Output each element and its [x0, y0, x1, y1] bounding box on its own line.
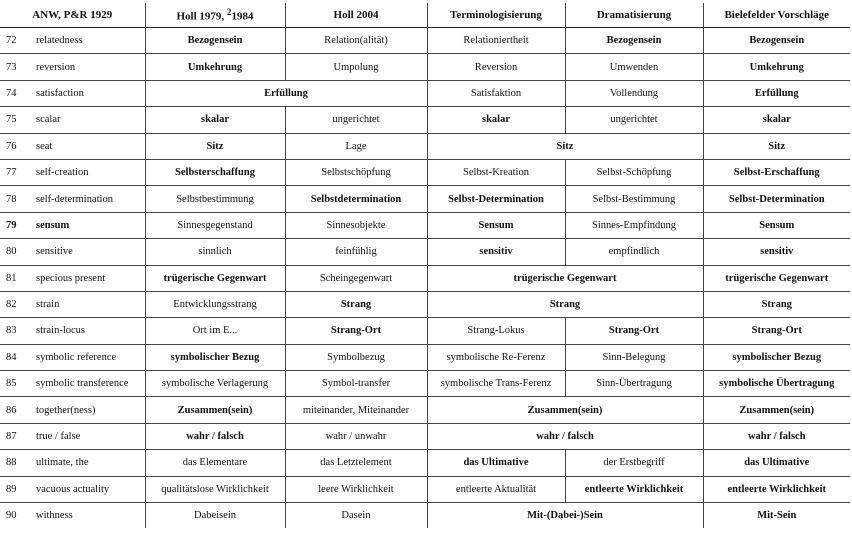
- table-row: [0, 239, 850, 265]
- table-row: [0, 476, 850, 502]
- translation-cell: das Ultimative: [703, 450, 850, 476]
- english-term: sensitive: [36, 246, 73, 258]
- translation-cell: Sinn-Übertragung: [565, 371, 703, 397]
- table-row: [0, 291, 850, 317]
- header-holl-2004: Holl 2004: [285, 3, 427, 28]
- translation-cell: das Elementare: [145, 450, 285, 476]
- translation-cell: skalar: [703, 107, 850, 133]
- translation-cell: Selbst-Erschaffung: [703, 159, 850, 185]
- translation-cell: Umpolung: [285, 54, 427, 80]
- translation-cell: skalar: [145, 107, 285, 133]
- row-number: 82: [6, 299, 17, 311]
- translation-cell: symbolische Verlagerung: [145, 371, 285, 397]
- translation-cell: Selbst-Schöpfung: [565, 159, 703, 185]
- translation-cell: entleerte Aktualität: [427, 476, 565, 502]
- header-row: [0, 3, 850, 28]
- table-row: [0, 397, 850, 423]
- translation-cell: trügerische Gegenwart: [703, 265, 850, 291]
- translation-cell: symbolischer Bezug: [703, 344, 850, 370]
- translation-cell: Entwicklungsstrang: [145, 291, 285, 317]
- translation-cell: Relation(alität): [285, 28, 427, 54]
- translation-cell: Zusammen(sein): [145, 397, 285, 423]
- row-number: 85: [6, 378, 17, 390]
- english-term: strain: [36, 299, 60, 311]
- english-term: scalar: [36, 114, 61, 126]
- header-bielefelder: Bielefelder Vorschläge: [703, 3, 850, 28]
- translation-cell: entleerte Wirklichkeit: [703, 476, 850, 502]
- translation-cell: trügerische Gegenwart: [145, 265, 285, 291]
- translation-cell: Sensum: [427, 212, 565, 238]
- translation-cell: wahr / falsch: [703, 423, 850, 449]
- translation-cell: feinfühlig: [285, 239, 427, 265]
- table-row: [0, 423, 850, 449]
- translation-cell: Strang-Ort: [285, 318, 427, 344]
- table-row: [0, 450, 850, 476]
- translation-cell: Erfüllung: [703, 80, 850, 106]
- table-row: [0, 159, 850, 185]
- translation-cell: der Erstbegriff: [565, 450, 703, 476]
- english-term: seat: [36, 140, 53, 152]
- translation-cell: Sinnes-Empfindung: [565, 212, 703, 238]
- row-number: 86: [6, 404, 17, 416]
- translation-cell: Reversion: [427, 54, 565, 80]
- translation-cell: Strang: [285, 291, 427, 317]
- english-term: symbolic reference: [36, 351, 117, 363]
- translation-cell: Lage: [285, 133, 427, 159]
- translation-cell: Erfüllung: [145, 80, 427, 106]
- table-row: [0, 265, 850, 291]
- translation-cell: Strang-Lokus: [427, 318, 565, 344]
- header-anw: ANW, P&R 1929: [0, 3, 145, 28]
- english-term-cell: [0, 159, 145, 185]
- translation-cell: Bezogensein: [565, 28, 703, 54]
- translation-cell: Bezogensein: [703, 28, 850, 54]
- english-term-cell: [0, 423, 145, 449]
- english-term: vacuous actuality: [36, 483, 110, 495]
- english-term-cell: [0, 212, 145, 238]
- translation-cell: skalar: [427, 107, 565, 133]
- row-number: 72: [6, 35, 17, 47]
- translation-cell: Zusammen(sein): [427, 397, 703, 423]
- translation-cell: Mit-Sein: [703, 503, 850, 529]
- table-row: [0, 212, 850, 238]
- english-term: true / false: [36, 431, 81, 443]
- row-number: 78: [6, 193, 17, 205]
- english-term: satisfaction: [36, 87, 84, 99]
- english-term: withness: [36, 510, 73, 522]
- english-term-cell: [0, 476, 145, 502]
- english-term-cell: [0, 371, 145, 397]
- table-row: [0, 133, 850, 159]
- row-number: 90: [6, 510, 17, 522]
- translation-cell: Umkehrung: [703, 54, 850, 80]
- translation-cell: wahr / falsch: [145, 423, 285, 449]
- translation-cell: symbolischer Bezug: [145, 344, 285, 370]
- translation-cell: Sitz: [703, 133, 850, 159]
- table-row: [0, 318, 850, 344]
- english-term: self-determination: [36, 193, 113, 205]
- translation-cell: Symbol-transfer: [285, 371, 427, 397]
- translation-cell: Selbst-Bestimmung: [565, 186, 703, 212]
- english-term-cell: [0, 503, 145, 529]
- translation-cell: empfindlich: [565, 239, 703, 265]
- translation-cell: Sitz: [145, 133, 285, 159]
- row-number: 88: [6, 457, 17, 469]
- translation-cell: Sensum: [703, 212, 850, 238]
- translation-cell: wahr / unwahr: [285, 423, 427, 449]
- translation-cell: qualitätslose Wirklichkeit: [145, 476, 285, 502]
- translation-cell: symbolische Trans-Ferenz: [427, 371, 565, 397]
- english-term-cell: [0, 291, 145, 317]
- row-number: 73: [6, 61, 17, 73]
- english-term-cell: [0, 265, 145, 291]
- translation-cell: symbolische Re-Ferenz: [427, 344, 565, 370]
- english-term-cell: [0, 450, 145, 476]
- translation-cell: Sinnesgegenstand: [145, 212, 285, 238]
- row-number: 84: [6, 351, 17, 363]
- row-number: 83: [6, 325, 17, 337]
- english-term: strain-locus: [36, 325, 85, 337]
- translation-cell: Bezogensein: [145, 28, 285, 54]
- row-number: 77: [6, 167, 17, 179]
- translation-cell: das Letztelement: [285, 450, 427, 476]
- english-term: relatedness: [36, 35, 83, 47]
- translation-cell: sensitiv: [427, 239, 565, 265]
- translation-cell: Sinn-Belegung: [565, 344, 703, 370]
- translation-cell: Strang: [703, 291, 850, 317]
- translation-cell: Selbstdetermination: [285, 186, 427, 212]
- translation-cell: symbolische Übertragung: [703, 371, 850, 397]
- english-term-cell: [0, 186, 145, 212]
- english-term-cell: [0, 397, 145, 423]
- english-term-cell: [0, 344, 145, 370]
- row-number: 89: [6, 483, 17, 495]
- translation-cell: Symbolbezug: [285, 344, 427, 370]
- english-term-cell: [0, 107, 145, 133]
- translation-cell: Selbstschöpfung: [285, 159, 427, 185]
- translation-cell: Umkehrung: [145, 54, 285, 80]
- row-number: 75: [6, 114, 17, 126]
- table-row: [0, 186, 850, 212]
- row-number: 80: [6, 246, 17, 258]
- english-term: reversion: [36, 61, 76, 73]
- english-term: sensum: [36, 219, 70, 231]
- translation-cell: Strang-Ort: [703, 318, 850, 344]
- table-row: [0, 80, 850, 106]
- translation-cell: Sinnesobjekte: [285, 212, 427, 238]
- translation-cell: Sitz: [427, 133, 703, 159]
- translation-cell: miteinander, Miteinander: [285, 397, 427, 423]
- translation-cell: Selbst-Determination: [703, 186, 850, 212]
- english-term-cell: [0, 239, 145, 265]
- translation-cell: ungerichtet: [285, 107, 427, 133]
- translation-cell: Satisfaktion: [427, 80, 565, 106]
- translation-cell: Vollendung: [565, 80, 703, 106]
- header-terminologisierung: Terminologisierung: [427, 3, 565, 28]
- translation-cell: Relationiertheit: [427, 28, 565, 54]
- translation-cell: Selbst-Determination: [427, 186, 565, 212]
- english-term-cell: [0, 318, 145, 344]
- english-term: symbolic transference: [36, 378, 129, 390]
- row-number: 87: [6, 431, 17, 443]
- translation-cell: leere Wirklichkeit: [285, 476, 427, 502]
- translation-cell: Dabeisein: [145, 503, 285, 529]
- translation-cell: trügerische Gegenwart: [427, 265, 703, 291]
- english-term: self-creation: [36, 167, 89, 179]
- table-row: [0, 54, 850, 80]
- translation-cell: Umwenden: [565, 54, 703, 80]
- table-row: [0, 503, 850, 529]
- english-term-cell: [0, 80, 145, 106]
- table-row: [0, 371, 850, 397]
- table-row: [0, 107, 850, 133]
- translation-cell: Strang: [427, 291, 703, 317]
- table-row: [0, 344, 850, 370]
- row-number: 74: [6, 87, 17, 99]
- english-term-cell: [0, 133, 145, 159]
- translation-cell: Strang-Ort: [565, 318, 703, 344]
- translation-cell: Mit-(Dabei-)Sein: [427, 503, 703, 529]
- row-number: 81: [6, 272, 17, 284]
- header-holl-1979: Holl 1979, $^2$1984: [145, 3, 285, 28]
- translation-cell: Scheingegenwart: [285, 265, 427, 291]
- translation-cell: wahr / falsch: [427, 423, 703, 449]
- header-dramatisierung: Dramatisierung: [565, 3, 703, 28]
- translation-cell: sensitiv: [703, 239, 850, 265]
- translation-cell: Zusammen(sein): [703, 397, 850, 423]
- translation-cell: entleerte Wirklichkeit: [565, 476, 703, 502]
- translation-cell: sinnlich: [145, 239, 285, 265]
- translation-cell: Selbstbestimmung: [145, 186, 285, 212]
- translation-cell: das Ultimative: [427, 450, 565, 476]
- english-term: together(ness): [36, 404, 96, 416]
- english-term-cell: [0, 54, 145, 80]
- english-term-cell: [0, 28, 145, 54]
- english-term: ultimate, the: [36, 457, 89, 469]
- translation-cell: Selbst-Kreation: [427, 159, 565, 185]
- row-number: 76: [6, 140, 17, 152]
- row-number: 79: [6, 219, 17, 231]
- translation-cell: Dasein: [285, 503, 427, 529]
- table-body: [0, 28, 850, 529]
- translation-cell: ungerichtet: [565, 107, 703, 133]
- table-row: [0, 28, 850, 54]
- translation-cell: Ort im E...: [145, 318, 285, 344]
- english-term: specious present: [36, 272, 106, 284]
- terminology-table: [0, 3, 850, 528]
- translation-cell: Selbsterschaffung: [145, 159, 285, 185]
